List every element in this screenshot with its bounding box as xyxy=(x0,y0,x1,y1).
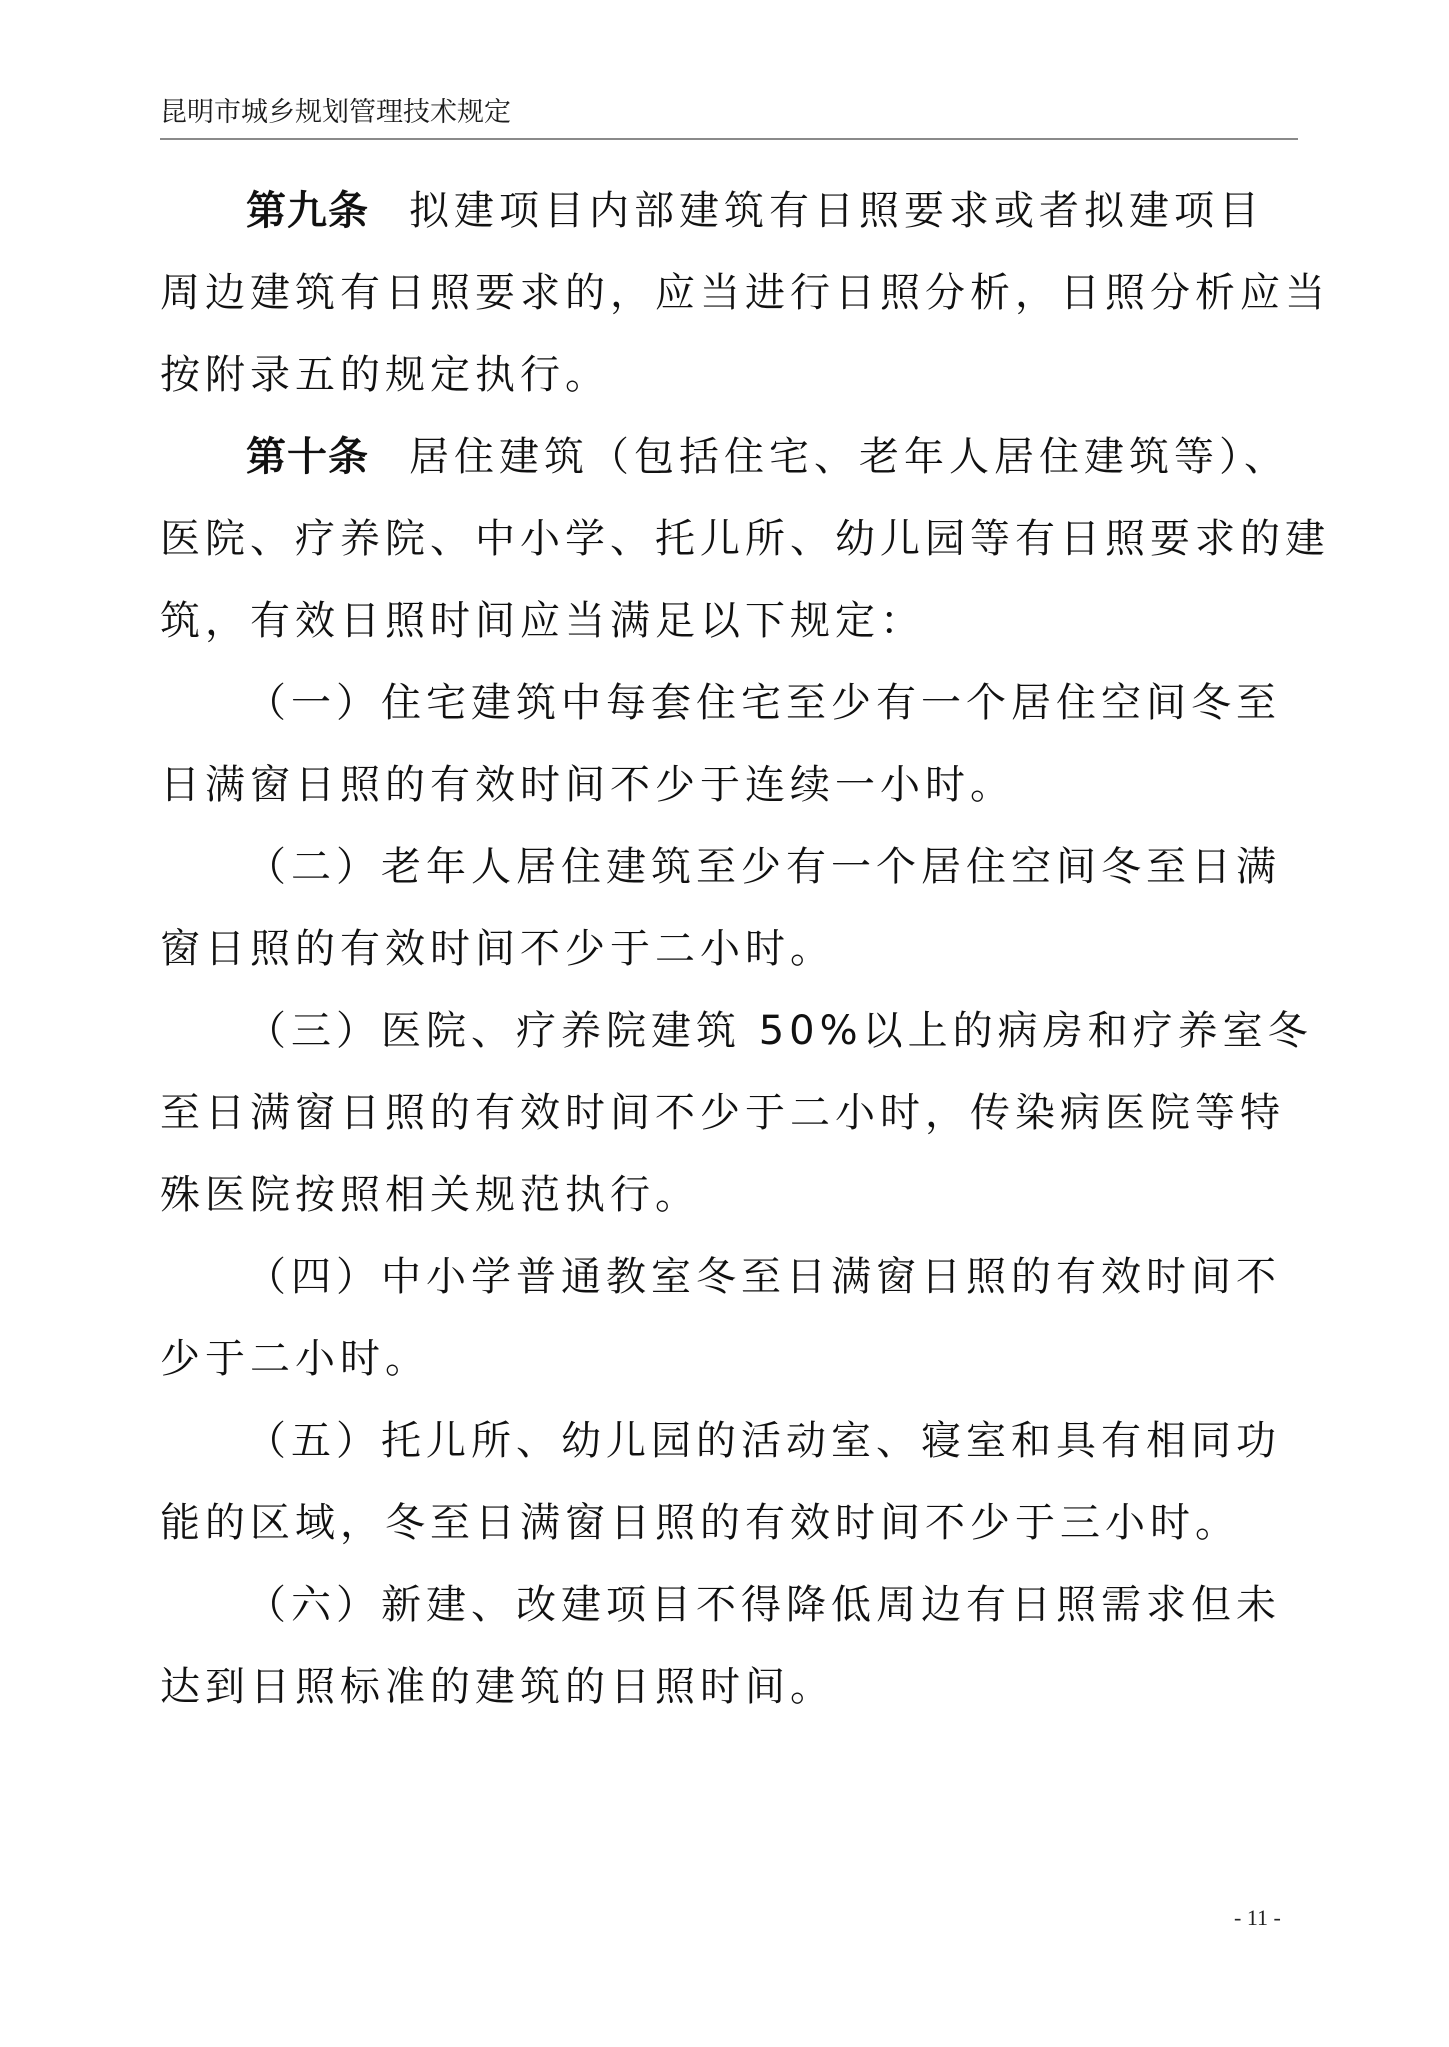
article-heading: 第十条 xyxy=(246,434,369,480)
clause-line: （六）新建、改建项目不得降低周边有日照需求但未 xyxy=(246,1582,1281,1628)
clause-line: 能的区域，冬至日满窗日照的有效时间不少于三小时。 xyxy=(160,1500,1240,1546)
clause-line: （二）老年人居住建筑至少有一个居住空间冬至日满 xyxy=(246,844,1281,890)
article-10 xyxy=(160,416,1330,662)
clause-5 xyxy=(160,1400,1300,1564)
article-line: 筑，有效日照时间应当满足以下规定： xyxy=(160,598,925,644)
clause-1 xyxy=(160,662,1300,826)
page-number: - 11 - xyxy=(1234,1905,1281,1930)
clause-line: 日满窗日照的有效时间不少于连续一小时。 xyxy=(160,762,1015,808)
clause-line: 殊医院按照相关规范执行。 xyxy=(160,1172,700,1218)
article-line xyxy=(160,416,1300,498)
clause-2 xyxy=(160,826,1300,990)
clause-line: （四）中小学普通教室冬至日满窗日照的有效时间不 xyxy=(246,1254,1281,1300)
document-body xyxy=(160,170,1330,1728)
clause-3 xyxy=(160,990,1313,1236)
header-divider xyxy=(160,138,1298,140)
article-text: 拟建项目内部建筑有日照要求或者拟建项目 xyxy=(409,188,1264,234)
clause-6 xyxy=(160,1564,1300,1728)
clause-4 xyxy=(160,1236,1300,1400)
article-line: 医院、疗养院、中小学、托儿所、幼儿园等有日照要求的建 xyxy=(160,516,1330,562)
article-heading: 第九条 xyxy=(246,188,369,234)
clause-line: （五）托儿所、幼儿园的活动室、寝室和具有相同功 xyxy=(246,1418,1281,1464)
clause-line: （一）住宅建筑中每套住宅至少有一个居住空间冬至 xyxy=(246,680,1281,726)
clause-line: 窗日照的有效时间不少于二小时。 xyxy=(160,926,835,972)
clause-line: （三）医院、疗养院建筑 50%以上的病房和疗养室冬 xyxy=(246,1008,1313,1054)
clause-line: 至日满窗日照的有效时间不少于二小时，传染病医院等特 xyxy=(160,1090,1285,1136)
article-text: 居住建筑（包括住宅、老年人居住建筑等）、 xyxy=(409,434,1289,480)
article-line xyxy=(160,170,1300,252)
clause-line: 达到日照标准的建筑的日照时间。 xyxy=(160,1664,835,1710)
page-header xyxy=(160,96,1298,140)
document-title: 昆明市城乡规划管理技术规定 xyxy=(160,97,511,128)
clause-line: 少于二小时。 xyxy=(160,1336,430,1382)
article-9 xyxy=(160,170,1330,416)
article-line: 按附录五的规定执行。 xyxy=(160,352,610,398)
article-line: 周边建筑有日照要求的，应当进行日照分析，日照分析应当 xyxy=(160,270,1330,316)
